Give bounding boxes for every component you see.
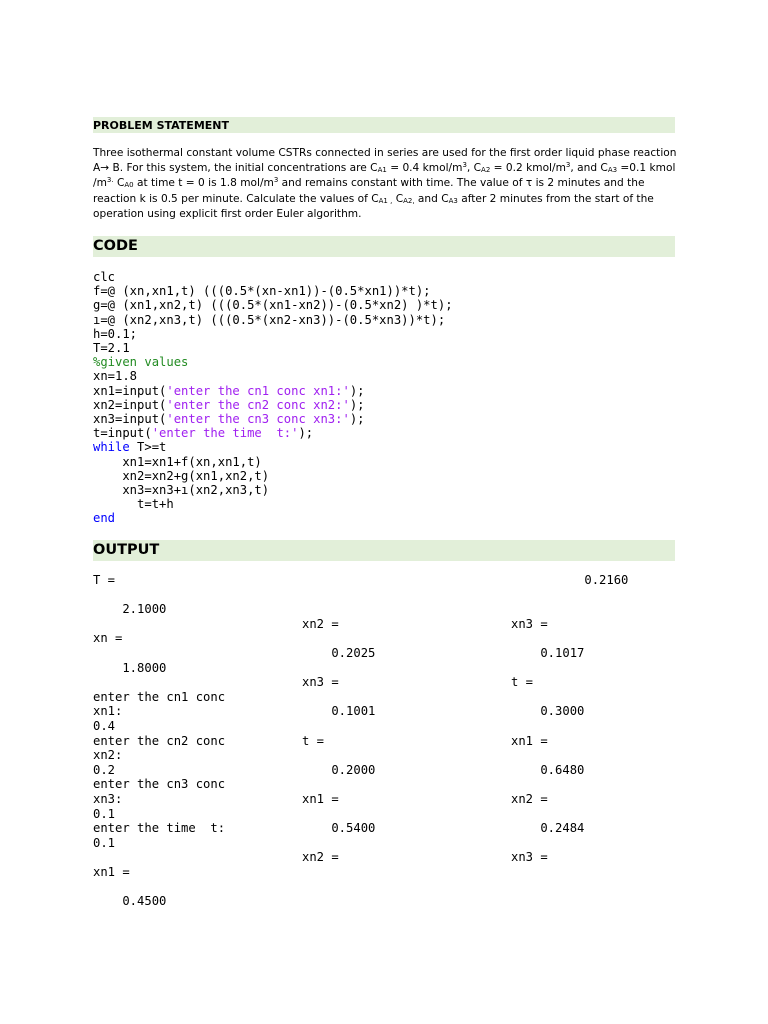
code-string: 'enter the cn2 conc xn2:'	[166, 397, 350, 412]
problem-statement-heading	[93, 117, 675, 133]
code-line: xn1=xn1+f(xn,xn1,t)	[93, 454, 262, 469]
code-line: h=0.1;	[93, 326, 138, 341]
code-line: xn2=xn2+g(xn1,xn2,t)	[93, 468, 270, 483]
code-line: t=input('enter the time t:');	[93, 426, 314, 441]
code-line: g=@ (xn1,xn2,t) (((0.5*(xn1-xn2))-(0.5*xn2) )*t);	[93, 298, 453, 313]
code-line: xn1=input('enter the cn1 conc xn1:');	[93, 383, 365, 398]
code-comment: %given values	[93, 355, 189, 370]
code-block	[93, 270, 453, 526]
problem-statement-paragraph	[93, 146, 677, 222]
code-line: xn3=xn3+ı(xn2,xn3,t)	[93, 483, 270, 498]
code-line: f=@ (xn,xn1,t) (((0.5*(xn-xn1))-(0.5*xn1))*t);	[93, 284, 431, 299]
code-string: 'enter the cn3 conc xn3:'	[166, 412, 350, 427]
problem-statement-text: Three isothermal constant volume CSTRs connected in series are used for the first order liquid phase reaction A→ B. For this system, the initial concentrations are $C_{A1} = 0.4$ kmol/$m^3$, $C_{A2} = 0.2$ kmol/$m^3$, and $C_{A3} =0.1$ kmol $/m^{3.}$ $C_{A0}$ at time t = 0 is 1.8 mol/$m^3$ and remains constant with time. The value of τ is 2 minutes and the reaction k is 0.5 per minute. Calculate the values of $C_{A1 ,}$ $C_{A2,}$ and $C_{A3}$ after 2 minutes from the start of the operation using explicit first order Euler algorithm.	[93, 147, 677, 220]
code-line: xn3=input('enter the cn3 conc xn3:');	[93, 412, 365, 427]
code-line: xn=1.8	[93, 369, 138, 384]
code-heading-text: CODE	[93, 238, 138, 254]
code-string: 'enter the cn1 conc xn1:'	[166, 383, 350, 398]
output-column-1: T = 2.1000 xn = 1.8000 enter the cn1 conc xn1: 0.4 enter the cn2 conc xn2: 0.2 enter the cn3 conc xn3: 0.1 enter the time t: 0.1 xn1 = 0.4500	[93, 573, 226, 909]
code-keyword: while	[93, 440, 130, 455]
output-column-3: 0.2160 xn3 = 0.1017 t = 0.3000 xn1 = 0.6480 xn2 = 0.2484 xn3 =	[511, 573, 629, 865]
output-heading-text: OUTPUT	[93, 542, 160, 558]
code-heading	[93, 236, 675, 257]
code-line: clc	[93, 270, 116, 284]
code-line: t=t+h	[93, 497, 174, 512]
code-line: xn2=input('enter the cn2 conc xn2:');	[93, 397, 365, 412]
code-keyword: end	[93, 511, 116, 526]
output-heading	[93, 540, 675, 561]
output-column-2: xn2 = 0.2025 xn3 = 0.1001 t = 0.2000 xn1 = 0.5400 xn2 =	[302, 616, 376, 865]
problem-statement-heading-text: PROBLEM STATEMENT	[93, 119, 229, 132]
code-line: T=2.1	[93, 341, 130, 356]
arrow-icon: →	[100, 162, 110, 175]
code-line: while T>=t	[93, 440, 167, 455]
code-line: ı=@ (xn2,xn3,t) (((0.5*(xn2-xn3))-(0.5*xn3))*t);	[93, 312, 446, 327]
code-string: 'enter the time t:'	[151, 426, 299, 441]
